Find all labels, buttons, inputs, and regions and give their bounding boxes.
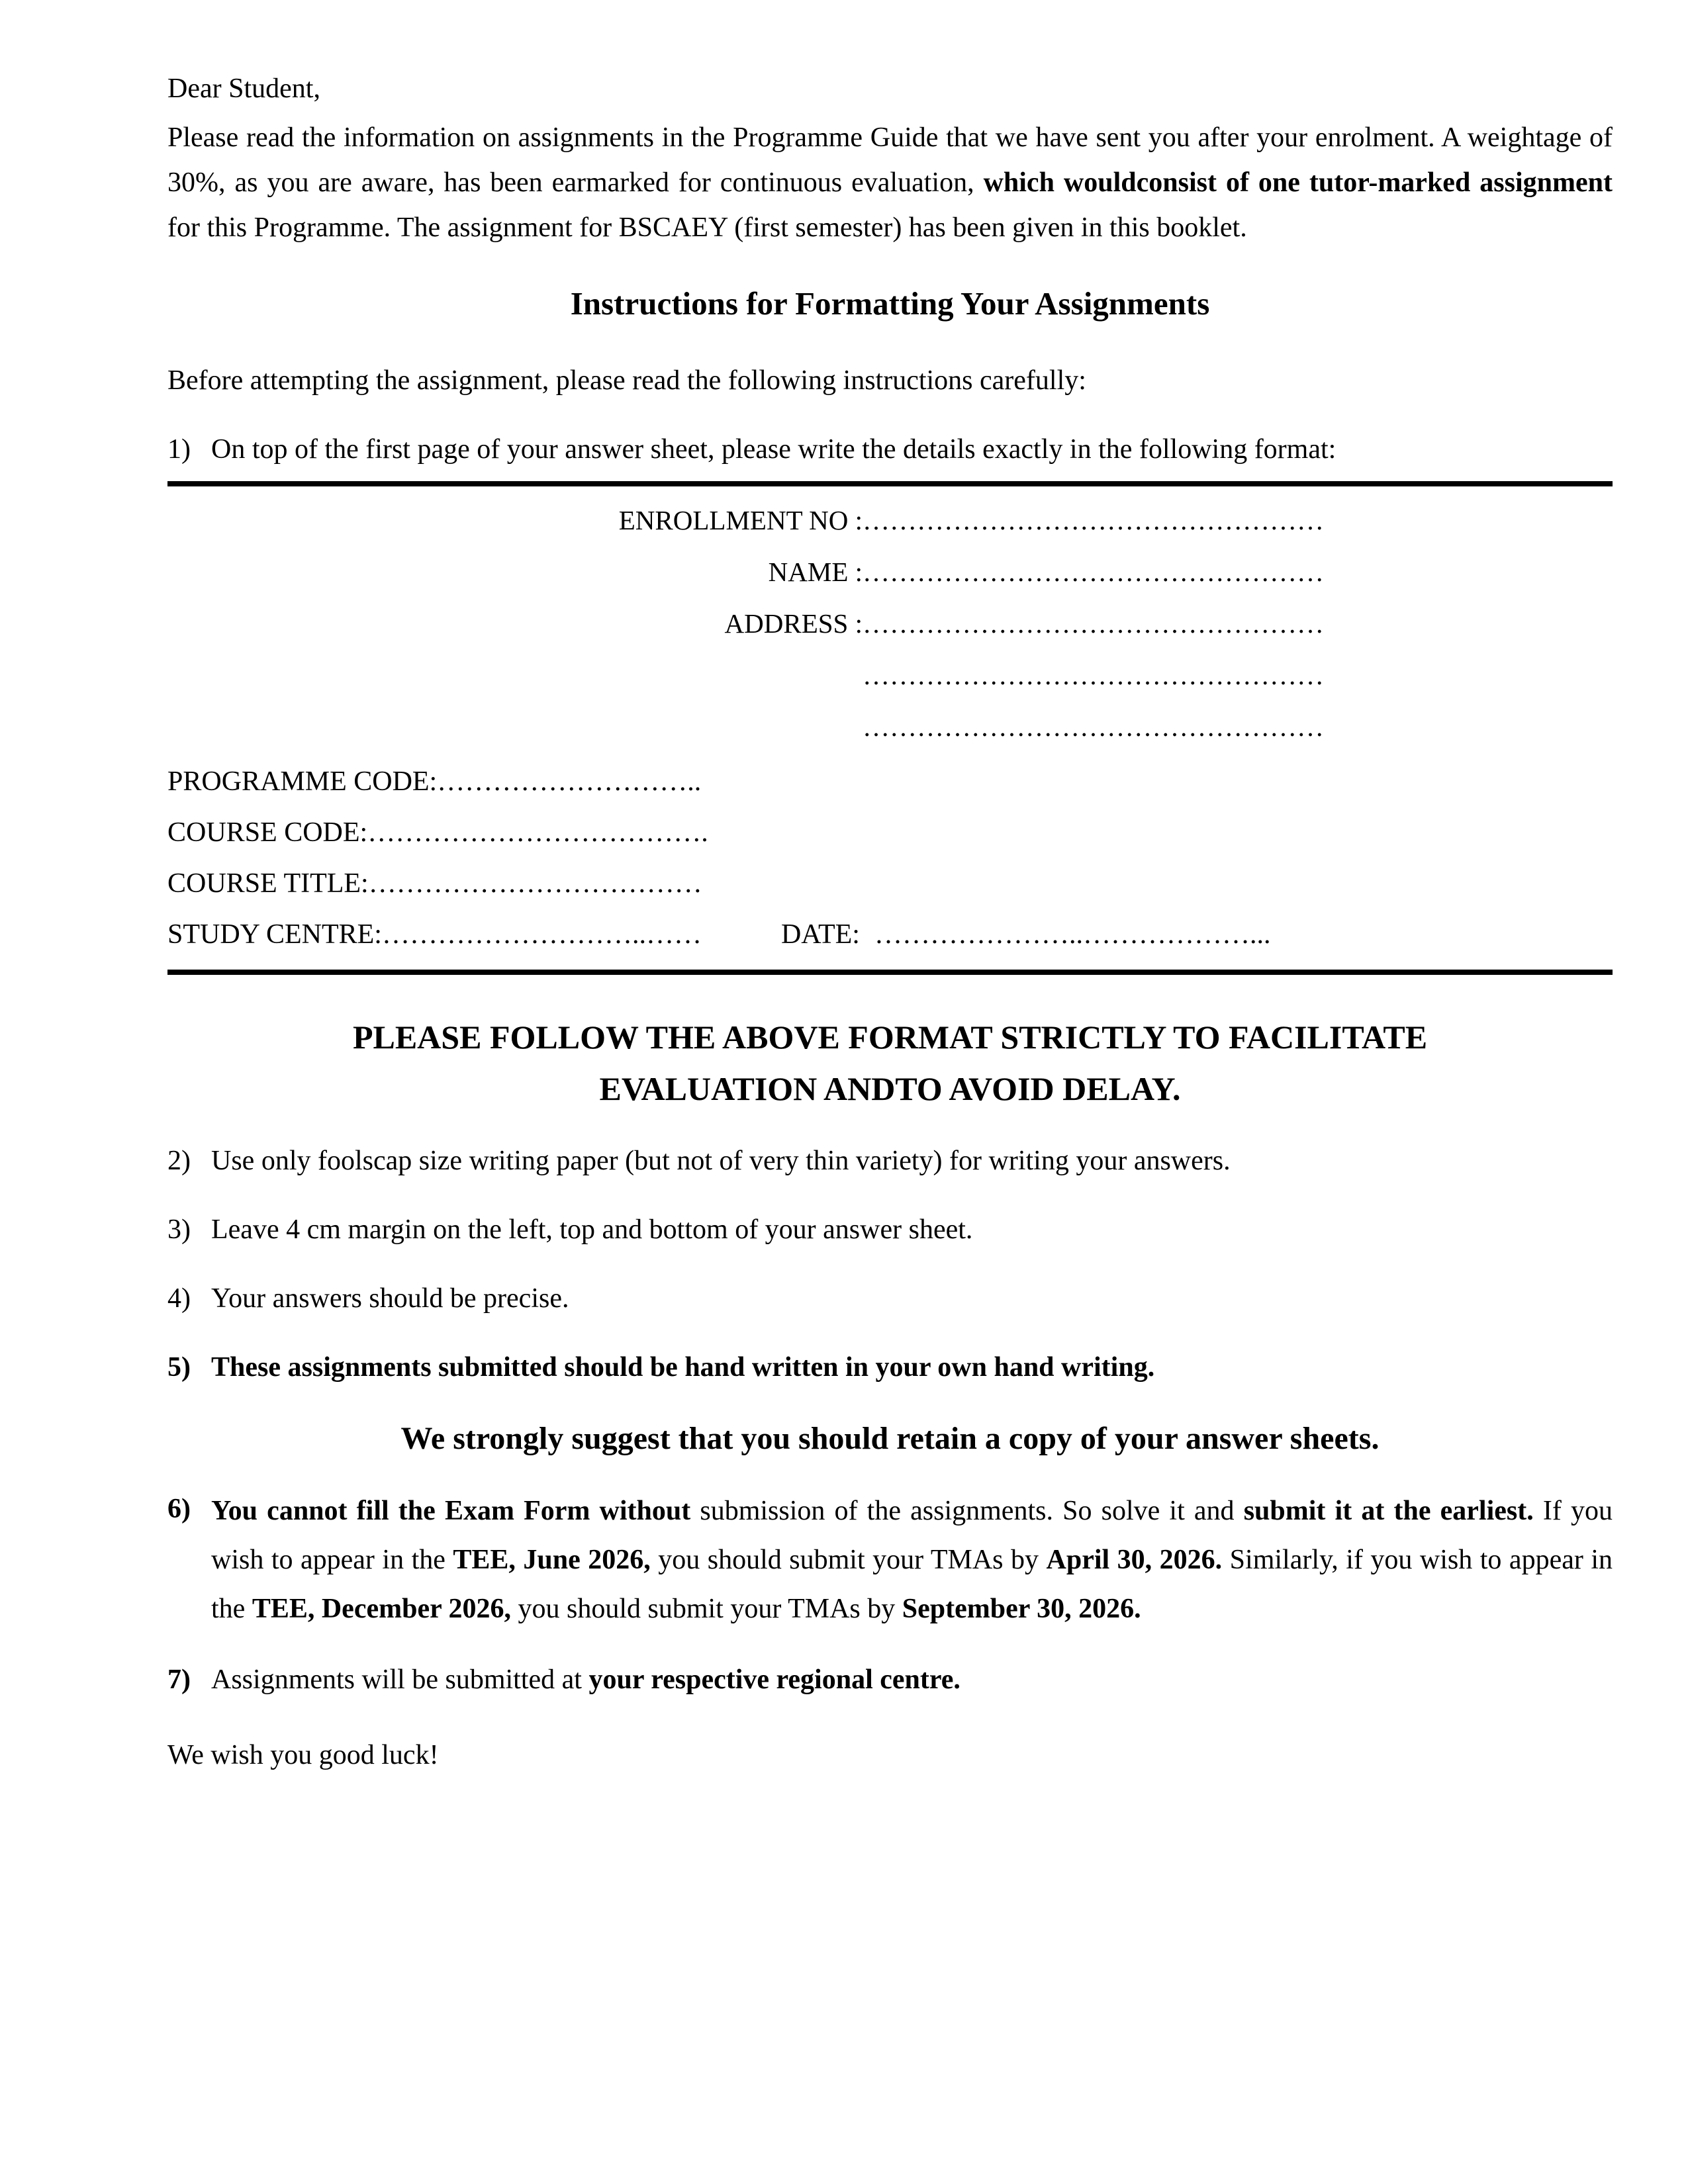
- programme-code-row: [167, 756, 1613, 807]
- empty-label: [167, 649, 863, 701]
- format-row-enrollment: [167, 494, 1613, 546]
- programme-code-dotted-line: ………………………..: [437, 766, 702, 797]
- format-row-name: [167, 546, 1613, 598]
- item-4-number: 4): [167, 1283, 191, 1314]
- item-6-seg-1: You cannot fill the Exam Form without: [211, 1496, 691, 1526]
- divider-bottom-rule: [167, 970, 1613, 975]
- item-6-seg-8: Similarly, if you wish to appear in the: [211, 1545, 1613, 1624]
- item-6-seg-2: submission of the assignments. So solve it and: [690, 1496, 1244, 1526]
- closing-line: We wish you good luck!: [167, 1740, 439, 1770]
- item-6-seg-10: you should submit your TMAs by: [510, 1594, 902, 1624]
- item-5-text: These assignments submitted should be hand written in your own hand writing.: [211, 1352, 1155, 1383]
- item-7-text: [211, 1657, 1613, 1702]
- item-4-text: Your answers should be precise.: [211, 1283, 569, 1314]
- empty-label-2: [167, 701, 863, 752]
- programme-code-label: PROGRAMME CODE:: [167, 766, 438, 797]
- item-6-seg-6: you should submit your TMAs by: [650, 1545, 1047, 1575]
- item-6-seg-11: September 30, 2026.: [902, 1594, 1141, 1624]
- study-centre-date-row: [167, 909, 1613, 960]
- instruction-item-7: [167, 1657, 1613, 1702]
- course-title-dotted-line: ………………………………: [368, 868, 702, 899]
- intro-text-2: for this Programme. The assignment for BSCAEY (first semester) has been given in this booklet.: [167, 212, 1247, 243]
- item-7-seg-2: your respective regional centre.: [588, 1664, 961, 1695]
- item-6-seg-9: TEE, December 2026,: [252, 1594, 511, 1624]
- instruction-item-6: [167, 1486, 1613, 1633]
- course-title-label: COURSE TITLE:: [167, 868, 369, 899]
- study-centre-label: STUDY CENTRE:: [167, 919, 382, 950]
- instruction-item-1: [167, 427, 1613, 472]
- format-row-address: [167, 598, 1613, 649]
- item-1-text: On top of the first page of your answer sheet, please write the details exactly in the following format:: [211, 434, 1336, 465]
- section-title: Instructions for Formatting Your Assignments: [570, 285, 1210, 322]
- before-note: Before attempting the assignment, please read the following instructions carefully:: [167, 365, 1086, 396]
- name-label: NAME :: [768, 557, 863, 587]
- notice-line-2: EVALUATION ANDTO AVOID DELAY.: [599, 1070, 1181, 1107]
- address-dotted-line: ……………………………………………: [863, 608, 1324, 639]
- item-6-seg-4: If you wish to appear in the: [211, 1496, 1613, 1575]
- item-6-number: 6): [167, 1494, 191, 1524]
- format-strictly-notice: [167, 1011, 1613, 1115]
- intro-text-1: Please read the information on assignments in the Programme Guide that we have sent you after your enrolment. A weightage of 30%, as you are aware, has been earmarked for continuous evaluation,: [167, 122, 1613, 198]
- item-3-number: 3): [167, 1214, 191, 1245]
- item-6-text: [211, 1486, 1613, 1633]
- address-label: ADDRESS :: [724, 608, 863, 639]
- study-centre-dotted-line: ………………………..……: [381, 919, 702, 950]
- instruction-item-2: [167, 1138, 1613, 1183]
- address-dotted-line-3: ……………………………………………: [863, 711, 1324, 742]
- item-2-number: 2): [167, 1146, 191, 1176]
- course-code-row: [167, 807, 1613, 858]
- retain-copy-note: We strongly suggest that you should retain a copy of your answer sheets.: [400, 1421, 1380, 1456]
- enrollment-label: ENROLLMENT NO :: [618, 505, 863, 535]
- greeting: Dear Student,: [167, 73, 320, 104]
- item-2-text: Use only foolscap size writing paper (but not of very thin variety) for writing your answers.: [211, 1146, 1231, 1176]
- item-3-text: Leave 4 cm margin on the left, top and bottom of your answer sheet.: [211, 1214, 973, 1245]
- date-label: DATE:: [780, 919, 860, 950]
- codes-block: [167, 756, 1613, 960]
- intro-paragraph: [167, 115, 1613, 250]
- answer-sheet-format-block: [167, 494, 1613, 752]
- item-7-number: 7): [167, 1664, 191, 1695]
- course-title-row: [167, 858, 1613, 909]
- address-dotted-line-2: ……………………………………………: [863, 660, 1324, 690]
- item-1-number: 1): [167, 434, 191, 465]
- format-row-address-cont-1: [167, 649, 1613, 701]
- divider-top-rule: [167, 481, 1613, 486]
- item-6-seg-5: TEE, June 2026,: [453, 1545, 651, 1575]
- date-dotted-line: …………………..………………...: [874, 919, 1271, 950]
- intro-text-bold: which wouldconsist of one tutor-marked assignment: [983, 167, 1613, 198]
- instruction-item-5: [167, 1345, 1613, 1390]
- notice-line-1: PLEASE FOLLOW THE ABOVE FORMAT STRICTLY TO FACILITATE: [352, 1019, 1428, 1056]
- item-7-seg-1: Assignments will be submitted at: [211, 1664, 589, 1695]
- instruction-item-4: [167, 1276, 1613, 1321]
- course-code-dotted-line: ……………………………….: [367, 817, 708, 848]
- item-6-seg-7: April 30, 2026.: [1046, 1545, 1223, 1575]
- item-5-number: 5): [167, 1352, 191, 1383]
- format-row-address-cont-2: [167, 701, 1613, 752]
- item-6-seg-3: submit it at the earliest.: [1243, 1496, 1534, 1526]
- course-code-label: COURSE CODE:: [167, 817, 368, 848]
- name-dotted-line: ……………………………………………: [863, 557, 1324, 587]
- enrollment-dotted-line: ……………………………………………: [863, 505, 1324, 535]
- instruction-item-3: [167, 1207, 1613, 1252]
